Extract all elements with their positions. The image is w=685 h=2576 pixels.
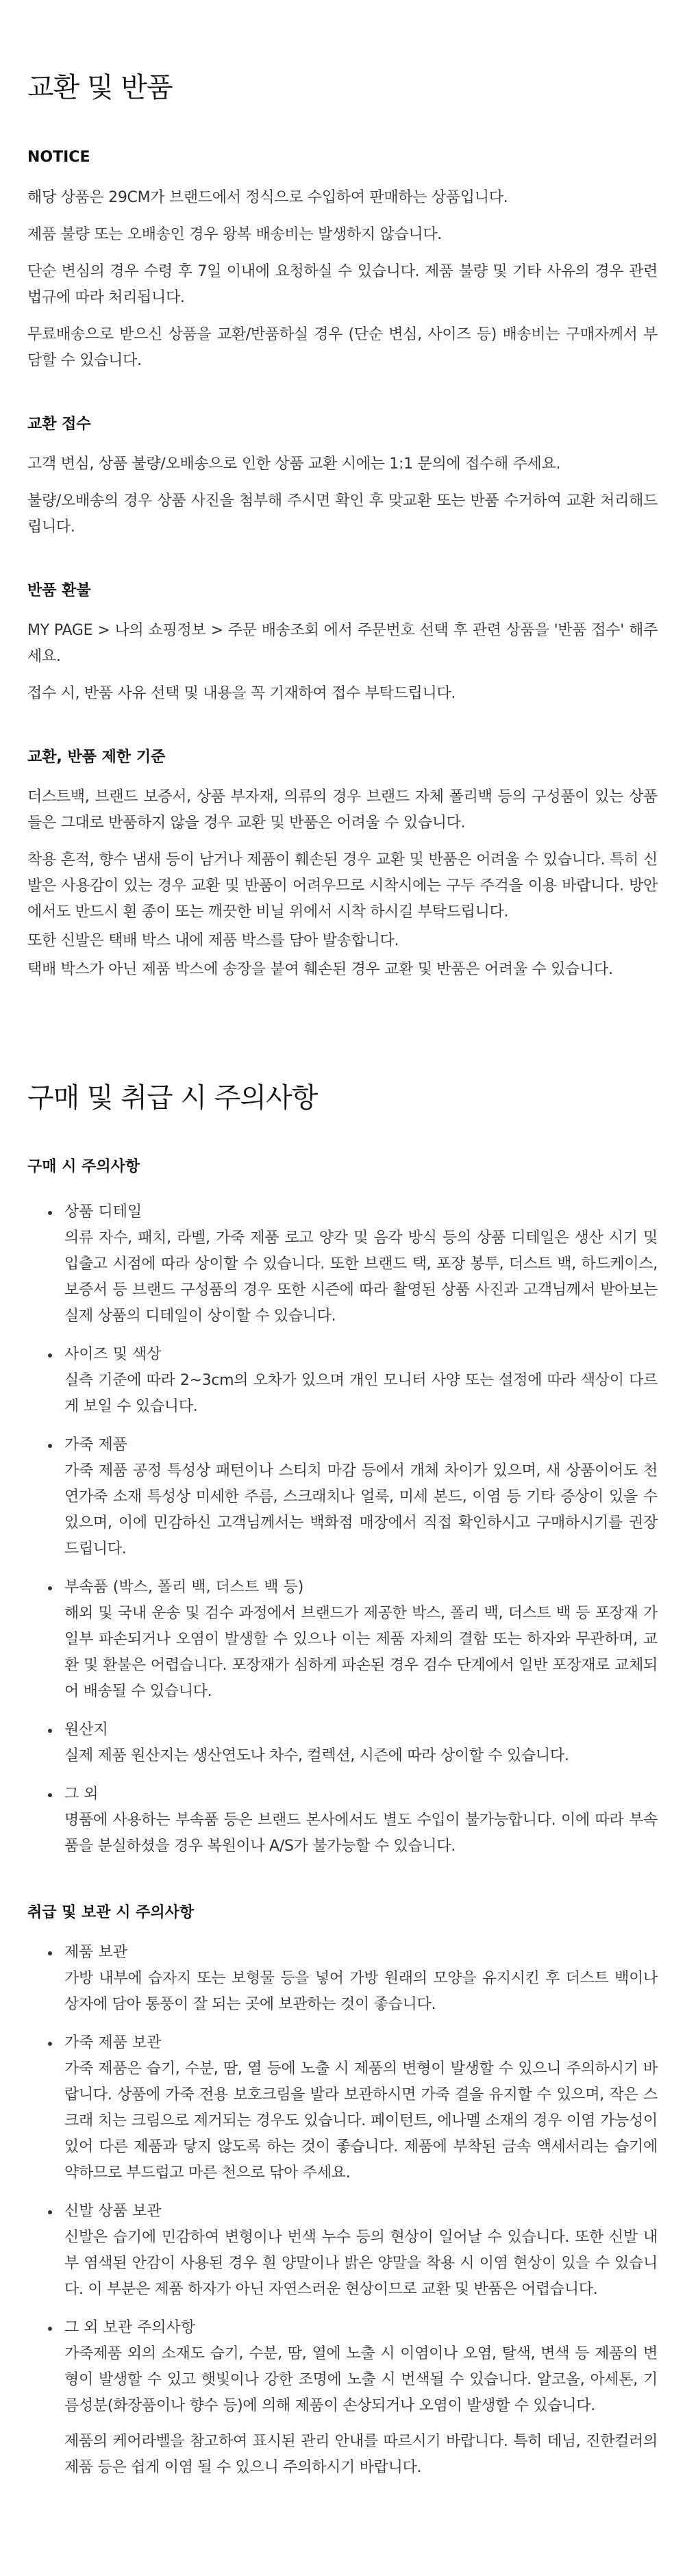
exchange-receipt-paragraph: 고객 변심, 상품 불량/오배송으로 인한 상품 교환 시에는 1:1 문의에 접수해 주세요. [27,455,561,473]
item-body: 제품의 케어라벨을 참고하여 표시된 관리 안내를 따르시기 바랍니다. 특히 데님, 진한컬러의 제품 등은 쉽게 이염 될 수 있으니 주의하시기 바랍니다. [64,2433,658,2476]
refund-paragraph: MY PAGE > 나의 쇼핑정보 > 주문 배송조회 에서 주문번호 선택 후 관련 상품을 '반품 접수' 해주세요. [27,622,658,665]
list-item [44,1717,658,1769]
notice-paragraph: 제품 불량 또는 오배송인 경우 왕복 배송비는 발생하지 않습니다. [27,226,442,243]
list-item [44,1432,658,1562]
limits-line: 또한 신발은 택배 박스 내에 제품 박스를 담아 발송합니다. [27,932,399,949]
limits-line: 착용 흔적, 향수 냄새 등이 남거나 제품이 훼손된 경우 교환 및 반품은 어려울 수 있습니다. 특히 신발은 사용감이 있는 경우 교환 및 반품이 어려우므로 시착시에는 구두 주걱을 이용 바랍니다. 방안에서도 반드시 흰 종이 또는 깨끗한 비닐 위에서 시착 하시길 부탁드립니다. [27,851,658,921]
bullet-icon [48,1211,52,1215]
item-title: 사이즈 및 색상 [64,1346,162,1363]
bullet-icon [48,1444,52,1448]
item-title: 가죽 제품 [64,1436,128,1453]
notice-paragraph: 무료배송으로 받으신 상품을 교환/반품하실 경우 (단순 변심, 사이즈 등) 배송비는 구매자께서 부담할 수 있습니다. [27,326,658,369]
bullet-icon [48,1951,52,1955]
list-item [44,1781,658,1860]
exchange-receipt-heading: 교환 접수 [27,416,91,433]
item-title: 원산지 [64,1721,108,1738]
list-item [44,2030,658,2186]
bullet-icon [48,1586,52,1590]
item-body: 실측 기준에 따라 2~3cm의 오차가 있으며 개인 모니터 사양 또는 설정에 따라 색상이 다르게 보일 수 있습니다. [64,1372,658,1415]
bullet-icon [48,2042,52,2046]
item-body: 가방 내부에 습자지 또는 보형물 등을 넣어 가방 원래의 모양을 유지시킨 후 더스트 백이나 상자에 담아 통풍이 잘 되는 곳에 보관하는 것이 좋습니다. [64,1970,658,2013]
limits-heading: 교환, 반품 제한 기준 [27,749,166,766]
item-body: 신발은 습기에 민감하여 변형이나 번색 누수 등의 현상이 일어날 수 있습니다. 또한 신발 내부 염색된 안감이 사용된 경우 흰 양말이나 밝은 양말을 착용 시 이염 현상이 있을 수 있습니다. 이 부분은 제품 하자가 아닌 자연스러운 현상이므로 교환 및 반품은 어렵습니다. [64,2229,658,2298]
item-title: 신발 상품 보관 [64,2203,162,2220]
care-caution-heading: 취급 및 보관 시 주의사항 [27,1904,195,1921]
list-item [44,1575,658,1705]
item-body: 해외 및 국내 운송 및 검수 과정에서 브랜드가 제공한 박스, 폴리 백, 더스트 백 등 포장재 가 일부 파손되거나 오염이 발생할 수 있으나 이는 제품 자체의 결함 또는 하자와 무관하며, 교환 및 환불은 어렵습니다. 포장재가 심하게 파손된 경우 검수 단계에서 일반 포장재로 교체되어 배송될 수 있습니다. [64,1605,658,1700]
bullet-icon [48,2210,52,2214]
notice-paragraph: 해당 상품은 29CM가 브랜드에서 정식으로 수입하여 판매하는 상품입니다. [27,189,508,206]
bullet-icon [48,1793,52,1797]
buy-caution-list [27,1199,658,1860]
list-item [44,2315,658,2481]
list-item [44,1342,658,1420]
exchange-section-title: 교환 및 반품 [27,72,173,103]
list-item [44,1940,658,2018]
item-title: 부속품 (박스, 폴리 백, 더스트 백 등) [64,1579,304,1596]
bullet-icon [48,1729,52,1733]
bullet-icon [48,1353,52,1358]
item-title: 그 외 [64,1786,99,1803]
item-title: 가죽 제품 보관 [64,2034,162,2051]
item-title: 제품 보관 [64,1944,128,1961]
refund-paragraph: 접수 시, 반품 사유 선택 및 내용을 꼭 기재하여 접수 부탁드립니다. [27,685,456,702]
limits-line: 택배 박스가 아닌 제품 박스에 송장을 붙여 훼손된 경우 교환 및 반품은 어려울 수 있습니다. [27,961,613,978]
item-body: 의류 자수, 패치, 라벨, 가죽 제품 로고 양각 및 음각 방식 등의 상품 디테일은 생산 시기 및 입출고 시점에 따라 상이할 수 있습니다. 또한 브랜드 택, 포장 봉투, 더스트 백, 하드케이스, 보증서 등 브랜드 구성품의 경우 또한 시즌에 따라 촬영된 상품 사진과 고객님께서 받아보는 실제 상품의 디테일이 상이할 수 있습니다. [64,1229,658,1325]
notice-paragraph: 단순 변심의 경우 수령 후 7일 이내에 요청하실 수 있습니다. 제품 불량 및 기타 사유의 경우 관련 법규에 따라 처리됩니다. [27,263,658,306]
item-title: 그 외 보관 주의사항 [64,2319,195,2336]
limits-paragraph: 더스트백, 브랜드 보증서, 상품 부자재, 의류의 경우 브랜드 자체 폴리백 등의 구성품이 있는 상품들은 그대로 반품하지 않을 경우 교환 및 반품은 어려울 수 있습니다. [27,788,658,831]
care-caution-list [27,1940,658,2481]
caution-section-title: 구매 및 취급 시 주의사항 [27,1082,318,1114]
item-title: 상품 디테일 [64,1203,142,1221]
notice-heading: NOTICE [27,149,90,166]
list-item [44,1199,658,1329]
item-body: 가죽 제품 공정 특성상 패턴이나 스티치 마감 등에서 개체 차이가 있으며, 새 상품이어도 천연가죽 소재 특성상 미세한 주름, 스크래치나 얼룩, 미세 본드, 이염 등 기타 증상이 있을 수 있으며, 이에 민감하신 고객님께서는 백화점 매장에서 직접 확인하시고 구매하시기를 권장 드립니다. [64,1462,658,1558]
item-body: 가죽제품 외의 소재도 습기, 수분, 땀, 열에 노출 시 이염이나 오염, 탈색, 변색 등 제품의 변형이 발생할 수 있고 햇빛이나 강한 조명에 노출 시 번색될 수 있습니다. 알코올, 아세톤, 기름성분(화장품이나 향수 등)에 의해 제품이 손상되거나 오염이 발생할 수 있습니다. [64,2345,658,2414]
item-body: 명품에 사용하는 부속품 등은 브랜드 본사에서도 별도 수입이 불가능합니다. 이에 따라 부속품을 분실하셨을 경우 복원이나 A/S가 불가능할 수 있습니다. [64,1812,658,1855]
item-body: 가죽 제품은 습기, 수분, 땀, 열 등에 노출 시 제품의 변형이 발생할 수 있으니 주의하시기 바랍니다. 상품에 가죽 전용 보호크림을 발라 보관하시면 가죽 결을 유지할 수 있으며, 작은 스크래 치는 크림으로 제거되는 경우도 있습니다. 페이턴트, 에나멜 소재의 경우 이염 가능성이 있어 다른 제품과 닿지 않도록 하는 것이 좋습니다. 제품에 부착된 금속 액세서리는 습기에 약하므로 부드럽고 마른 천으로 닦아 주세요. [64,2060,658,2181]
buy-caution-heading: 구매 시 주의사항 [27,1158,140,1175]
list-item [44,2199,658,2303]
item-body: 실제 제품 원산지는 생산연도나 차수, 컬렉션, 시즌에 따라 상이할 수 있습니다. [64,1747,569,1764]
refund-heading: 반품 환불 [27,582,91,599]
bullet-icon [48,2327,52,2331]
exchange-receipt-paragraph: 불량/오배송의 경우 상품 사진을 첨부해 주시면 확인 후 맞교환 또는 반품 수거하여 교환 처리해드립니다. [27,492,658,536]
